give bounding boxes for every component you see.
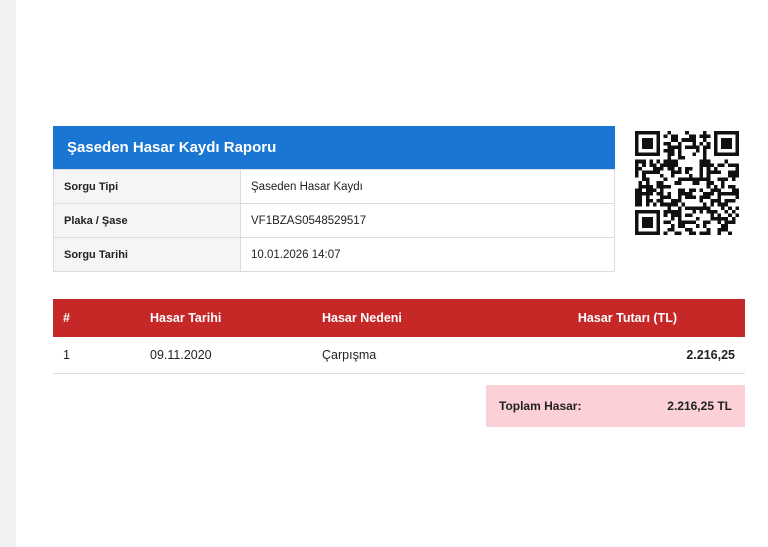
col-damage-reason: Hasar Nedeni [322, 299, 522, 337]
query-date-value: 10.01.2026 14:07 [241, 238, 615, 272]
query-type-value: Şaseden Hasar Kaydı [241, 170, 615, 204]
damage-table-header [53, 299, 745, 337]
damage-records [53, 299, 745, 374]
row-damage-date: 09.11.2020 [150, 337, 322, 373]
col-damage-amount: Hasar Tutarı (TL) [522, 299, 745, 337]
plate-chassis-value: VF1BZAS0548529517 [241, 204, 615, 238]
query-date-row [54, 238, 615, 272]
report-title: Şaseden Hasar Kaydı Raporu [53, 126, 615, 169]
row-number: 1 [53, 337, 150, 373]
report-page [16, 0, 768, 547]
plate-chassis-row [54, 204, 615, 238]
row-damage-reason: Çarpışma [322, 337, 522, 373]
col-damage-date: Hasar Tarihi [150, 299, 322, 337]
query-info-table [53, 169, 615, 272]
total-damage-label: Toplam Hasar: [499, 399, 582, 413]
qr-code-icon [635, 131, 739, 235]
col-number: # [53, 299, 150, 337]
table-row [53, 337, 745, 373]
query-date-label: Sorgu Tarihi [54, 238, 241, 272]
damage-table [53, 299, 745, 374]
row-damage-amount: 2.216,25 [686, 347, 735, 362]
query-type-label: Sorgu Tipi [54, 170, 241, 204]
query-type-row [54, 170, 615, 204]
row-damage-amount-cell [522, 337, 745, 373]
report-info-card [53, 126, 615, 272]
total-damage-box [486, 385, 745, 427]
total-damage-value: 2.216,25 TL [667, 399, 732, 413]
plate-chassis-label: Plaka / Şase [54, 204, 241, 238]
